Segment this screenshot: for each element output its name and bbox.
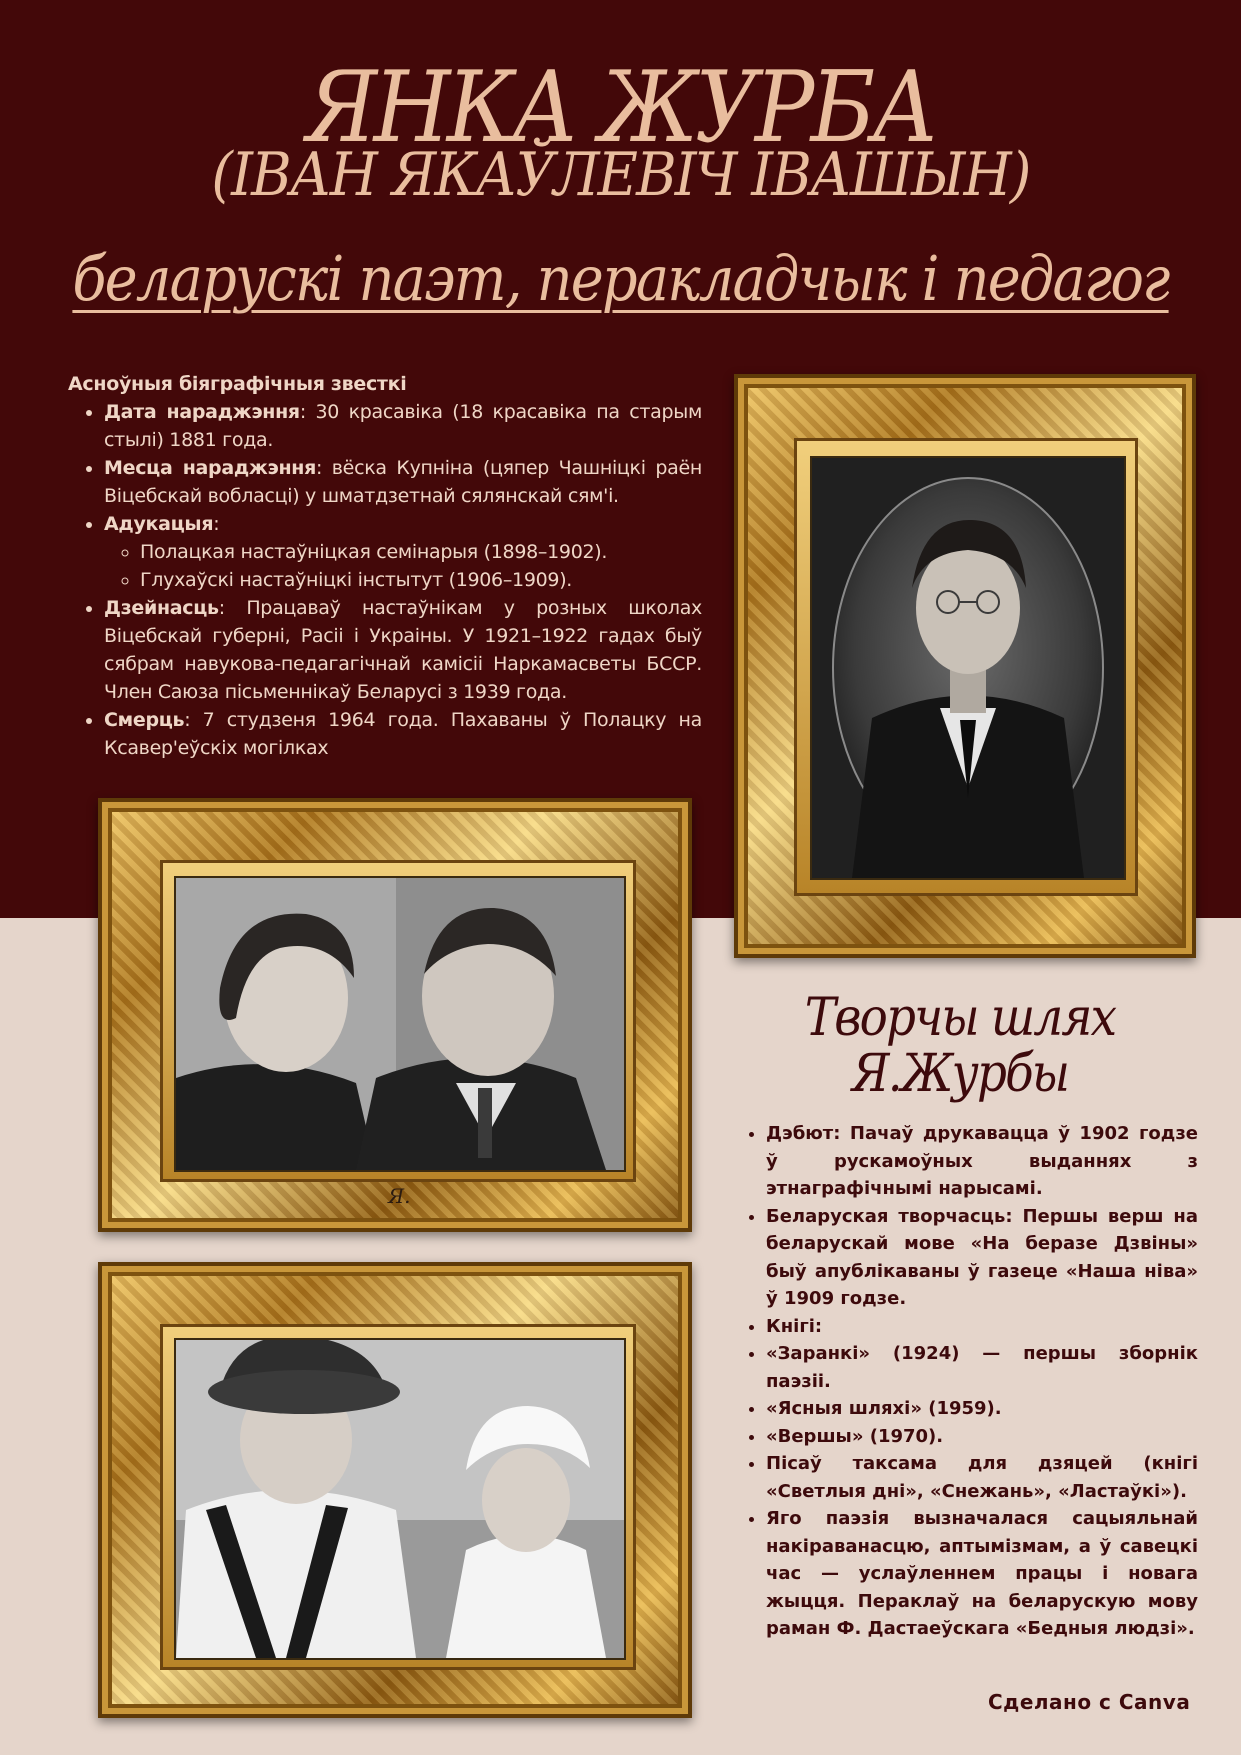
bio-text: : Працаваў настаўнікам у розных школах Віцебскай губерні, Расіі і Украіны. У 1921–1922 гадах быў сябрам навукова-педагагічнай камісіі Наркамасветы БССР. Член Саюза пісьменнікаў Беларусі з 1939 года.	[104, 597, 702, 703]
poster-tagline: беларускі паэт, перакладчык і педагог	[72, 242, 1169, 315]
works-item: • Беларуская творчасць: Першы верш на беларускай мове «На беразе Дзвіны» быў апублікаваны ў газеце «Наша ніва» ў 1909 годзе.	[766, 1203, 1198, 1313]
bio-label: Дата нараджэння	[104, 401, 300, 423]
bio-item-education	[104, 510, 702, 594]
canva-credit: Сделано с Canva	[988, 1690, 1191, 1714]
bio-label: Месца нараджэння	[104, 457, 317, 479]
works-item: • «Заранкі» (1924) — першы зборнік паэзіі.	[766, 1340, 1198, 1395]
photo-signature: Я.	[388, 1184, 411, 1208]
mother-child-illustration	[176, 1340, 624, 1658]
bio-label: Дзейнасць	[104, 597, 219, 619]
portrait-illustration	[812, 458, 1124, 878]
biography-section	[68, 370, 702, 762]
bio-item-birth-place	[104, 454, 702, 510]
bio-label: Смерць	[104, 709, 185, 731]
portrait-frame	[734, 374, 1196, 958]
couple-photo	[174, 876, 626, 1172]
poster-subtitle: (ІВАН ЯКАЎЛЕВІЧ ІВАШЫН)	[211, 140, 1030, 210]
bio-item-activity	[104, 594, 702, 706]
education-item: ◦ Глухаўскі настаўніцкі інстытут (1906–1909).	[140, 566, 702, 594]
bio-item-birth-date	[104, 398, 702, 454]
mother-child-frame	[98, 1262, 692, 1718]
portrait-photo	[810, 456, 1126, 880]
biography-heading: Асноўныя біяграфічныя звесткі	[68, 373, 407, 395]
works-title-line-2: Я.Журбы	[851, 1044, 1069, 1104]
mother-child-photo	[174, 1338, 626, 1660]
education-list	[104, 538, 702, 594]
works-item: • «Вершы» (1970).	[766, 1423, 1198, 1451]
works-section	[740, 1120, 1198, 1643]
works-section-title	[762, 990, 1158, 1102]
biography-list	[68, 398, 702, 762]
couple-illustration	[176, 878, 624, 1170]
bio-label: Адукацыя	[104, 513, 214, 535]
poster-title: ЯНКА ЖУРБА	[305, 51, 936, 165]
works-item: • Дэбют: Пачаў друкавацца ў 1902 годзе ў рускамоўных выданнях з этнаграфічнымі нарысамі.	[766, 1120, 1198, 1203]
bio-text: :	[213, 513, 220, 535]
works-item: • Пісаў таксама для дзяцей (кнігі «Светлыя дні», «Снежань», «Ластаўкі»).	[766, 1450, 1198, 1505]
works-item: • Яго паэзія вызначалася сацыяльнай накіраванасцю, аптымізмам, а ў савецкі час — услаўленнем працы і новага жыцця. Пераклаў на беларускую мову раман Ф. Дастаеўскага «Бедныя людзі».	[766, 1505, 1198, 1643]
education-item: ◦ Полацкая настаўніцкая семінарыя (1898–1902).	[140, 538, 702, 566]
works-item: • «Ясныя шляхі» (1959).	[766, 1395, 1198, 1423]
works-item: • Кнігі:	[766, 1313, 1198, 1341]
couple-frame	[98, 798, 692, 1232]
works-title-line-1: Творчы шлях	[804, 988, 1116, 1048]
works-list	[740, 1120, 1198, 1643]
bio-text: : 7 студзеня 1964 года. Пахаваны ў Полацку на Ксавер'еўскіх могілках	[104, 709, 702, 759]
bio-text: : 30 красавіка (18 красавіка па старым стылі) 1881 года.	[104, 401, 702, 451]
bio-item-death	[104, 706, 702, 762]
bio-text: : вёска Купніна (цяпер Чашніцкі раён Віцебскай вобласці) у шматдзетнай сялянскай сям'і.	[104, 457, 702, 507]
